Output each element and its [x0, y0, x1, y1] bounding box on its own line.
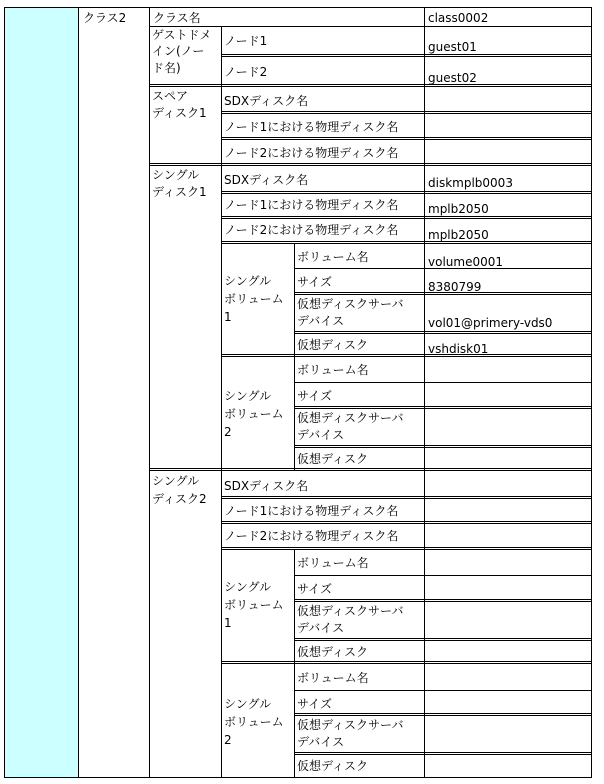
sd1-vol2-label-3: 2 [224, 425, 232, 439]
sd2-node1-label: ノード1における物理ディスク名 [224, 504, 399, 518]
guest-domain-label-3: ド名) [152, 61, 181, 75]
sd2-vol1-size-label: サイズ [297, 582, 333, 596]
spare-sdx-label: SDXディスク名 [224, 94, 309, 108]
sd2-vol1-label-2: ボリューム [224, 598, 284, 612]
sd1-vol1-vdisk-value: vshdisk01 [428, 342, 489, 356]
row-line [221, 241, 592, 244]
sd2-vol2-name-label: ボリューム名 [297, 671, 369, 685]
sd2-vol2-vdisk-label: 仮想ディスク [297, 759, 369, 773]
sd1-vol2-label-1: シングル [224, 389, 272, 403]
guest-domain-label-1: ゲストドメ [152, 28, 212, 42]
class-label: クラス2 [83, 11, 127, 25]
sd1-vol1-vds-label-1: 仮想ディスクサーバ [297, 297, 404, 311]
sd1-sdx-label: SDXディスク名 [224, 173, 309, 187]
guest-domain-label-2: イン(ノー [152, 44, 205, 58]
sd1-node2-value: mplb2050 [428, 228, 489, 242]
spare-disk-label-1: スペア [152, 89, 189, 103]
row-line [149, 26, 592, 27]
row-line [221, 137, 592, 140]
sd2-vol1-name-label: ボリューム名 [297, 556, 369, 570]
sd1-vol1-label-3: 1 [224, 310, 232, 324]
sd1-vol1-vds-label-2: デバイス [297, 314, 345, 328]
guest-node2-label: ノード2 [224, 65, 268, 79]
sd1-vol1-name-label: ボリューム名 [297, 250, 369, 264]
row-line [294, 575, 592, 576]
row-line [294, 638, 592, 641]
row-line [221, 496, 592, 499]
sd1-vol1-label-1: シングル [224, 274, 272, 288]
sd2-vol2-label-1: シングル [224, 697, 272, 711]
row-line [294, 690, 592, 691]
sd2-vol2-vds-label-1: 仮想ディスクサーバ [297, 718, 404, 732]
row-line [221, 354, 592, 357]
sd2-vol2-label-3: 2 [224, 733, 232, 747]
sd2-vol1-vdisk-label: 仮想ディスク [297, 645, 369, 659]
col-line-class [149, 7, 150, 778]
sd2-vol2-vds-label-2: デバイス [297, 735, 345, 749]
row-line [294, 599, 592, 602]
row-line [149, 84, 592, 87]
row-line [221, 191, 592, 194]
spare-disk-label-2: ディスク1 [152, 106, 207, 120]
sd1-vol1-name-value: volume0001 [428, 255, 503, 269]
sd2-node2-label: ノード2における物理ディスク名 [224, 529, 399, 543]
single-disk1-label-2: ディスク1 [152, 185, 207, 199]
single-disk2-label-1: シングル [152, 474, 200, 488]
single-disk1-label-1: シングル [152, 168, 200, 182]
sd1-vol1-label-2: ボリューム [224, 292, 284, 306]
row-line [294, 713, 592, 716]
guest-node1-label: ノード1 [224, 34, 268, 48]
sd1-vol2-vds-label-1: 仮想ディスクサーバ [297, 411, 404, 425]
row-line [294, 406, 592, 409]
row-line [221, 111, 592, 114]
sd2-vol1-label-1: シングル [224, 580, 272, 594]
class-name-value: class0002 [428, 11, 489, 25]
row-line [149, 468, 592, 471]
sd1-vol2-name-label: ボリューム名 [297, 363, 369, 377]
spare-node1-label: ノード1における物理ディスク名 [224, 120, 399, 134]
sd1-node1-label: ノード1における物理ディスク名 [224, 198, 399, 212]
sd1-vol1-vds-value: vol01@primery-vds0 [428, 316, 553, 330]
row-line [294, 292, 592, 295]
row-line [221, 216, 592, 219]
row-line [221, 54, 592, 57]
row-line [294, 268, 592, 269]
sd1-vol2-vdisk-label: 仮想ディスク [297, 452, 369, 466]
class-name-label: クラス名 [153, 11, 201, 25]
sd2-vol1-vds-label-1: 仮想ディスクサーバ [297, 604, 404, 618]
spare-node2-label: ノード2における物理ディスク名 [224, 146, 399, 160]
sd1-vol2-size-label: サイズ [297, 389, 333, 403]
sd2-vol1-label-3: 1 [224, 616, 232, 630]
guest-node1-value: guest01 [428, 40, 477, 54]
row-line [149, 163, 592, 166]
row-line [294, 445, 592, 448]
sd1-vol2-vds-label-2: デバイス [297, 428, 345, 442]
sd1-node1-value: mplb2050 [428, 202, 489, 216]
sd1-node2-label: ノード2における物理ディスク名 [224, 223, 399, 237]
sd1-vol1-size-value: 8380799 [428, 280, 482, 294]
sd2-vol1-vds-label-2: デバイス [297, 621, 345, 635]
single-disk2-label-2: ディスク2 [152, 492, 207, 506]
guest-node2-value: guest02 [428, 71, 477, 85]
sd2-vol2-size-label: サイズ [297, 697, 333, 711]
sd1-vol1-size-label: サイズ [297, 275, 333, 289]
sd1-sdx-value: diskmplb0003 [428, 176, 513, 190]
sd1-vol1-vdisk-label: 仮想ディスク [297, 338, 369, 352]
row-line [221, 547, 592, 550]
row-line [221, 661, 592, 664]
row-line [294, 382, 592, 383]
row-line [294, 752, 592, 755]
row-line [221, 521, 592, 524]
row-line [294, 331, 592, 334]
sd2-vol2-label-2: ボリューム [224, 715, 284, 729]
sd2-sdx-label: SDXディスク名 [224, 479, 309, 493]
sd1-vol2-label-2: ボリューム [224, 407, 284, 421]
